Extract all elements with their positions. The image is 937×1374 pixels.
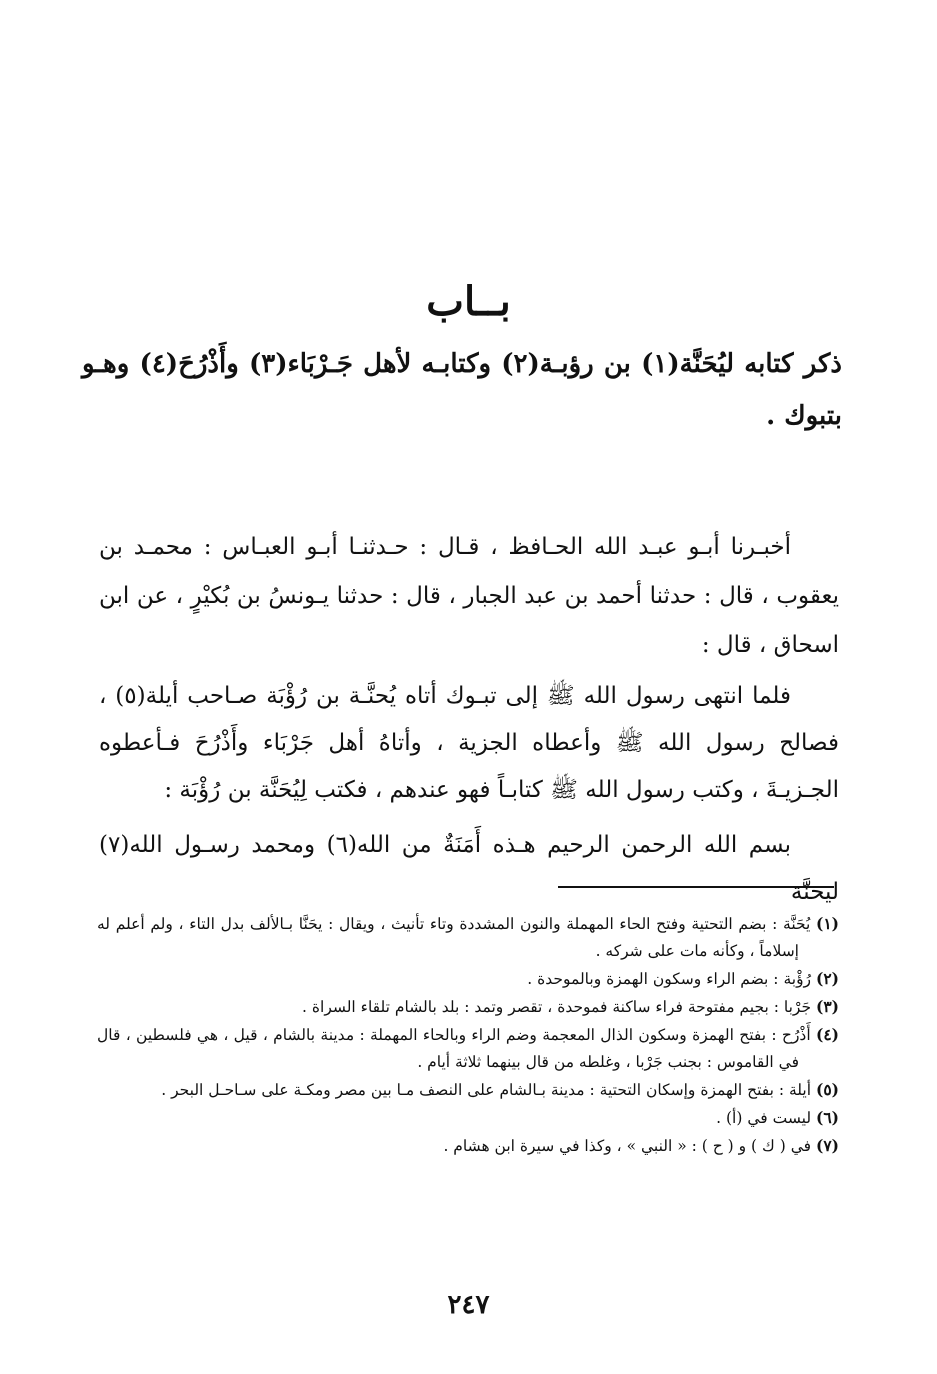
footnote-text: جَرْبا : بجيم مفتوحة فراء ساكنة فموحدة ، تقصر وتمد : بلد بالشام تلقاء السراة . xyxy=(302,998,812,1016)
footnote-text: أَذْرُح : بفتح الهمزة وسكون الذال المعجمة وضم الراء وبالحاء المهملة : مدينة بالشام ، قيل ، هي فلسطين ، قال في القاموس : بجنب جَرْبا ، وغلطه من قال بينهما ثلاثة أيام . xyxy=(97,1026,811,1071)
footnote-3 xyxy=(97,993,839,1021)
footnote-number: (١) xyxy=(815,914,839,933)
footnote-text: ليست في (أ) . xyxy=(716,1109,812,1127)
footnote-text: في ( ك ) و ( ح ) : « النبي » ، وكذا في سيرة ابن هشام . xyxy=(443,1137,812,1155)
footnote-text: رُؤْبة : بضم الراء وسكون الهمزة وبالموحدة . xyxy=(527,970,812,988)
footnote-5 xyxy=(97,1076,839,1104)
footnote-1 xyxy=(97,910,839,965)
letter-paragraph: بسم الله الرحمن الرحيم هـذه أَمَنَةٌ من الله(٦) ومحمد رسـول الله(٧) ليحنَّة xyxy=(99,832,839,905)
isnad-paragraph: أخبـرنا أبـو عبـد الله الحـافظ ، قـال : حـدثنـا أبـو العبـاس : محمـد بن يعقوب ، قال : حدثنا أحمد بن عبد الجبار ، قال : حدثنا يـونسُ بن بُكيْرٍ ، عن ابن اسحاق ، قال : xyxy=(99,534,839,658)
footnote-number: (٦) xyxy=(815,1108,839,1127)
footnote-number: (٢) xyxy=(815,969,839,988)
footnote-7 xyxy=(97,1132,839,1160)
footnote-number: (٥) xyxy=(815,1080,839,1099)
narration-paragraph: فلما انتهى رسول الله ﷺ إلى تبـوك أتاه يُحنَّـة بن رُؤْبَة صـاحب أيلة(٥) ، فصالح رسول الله ﷺ وأعطاه الجزية ، وأتاهُ أهل جَرْبَاء وأَذْرُحَ فـأعطوه الجـزيـةَ ، وكتب رسول الله ﷺ كتابـاً فهو عندهم ، فكتب لِيُحَنَّة بن رُؤْبَة : xyxy=(99,683,839,803)
footnote-6 xyxy=(97,1104,839,1132)
footnote-4 xyxy=(97,1021,839,1076)
footnote-number: (٧) xyxy=(815,1136,839,1155)
chapter-title: بــاب xyxy=(426,278,511,325)
footnote-text: يُحَنَّة : بضم التحتية وفتح الحاء المهملة والنون المشددة وتاء تأنيث ، ويقال : يحَنَّا بـالألف بدل التاء ، ولم أعلم له إسلاماً ، وكأنه مات على شركه . xyxy=(97,915,811,960)
footnote-text: أيلة : بفتح الهمزة وإسكان التحتية : مدينة بـالشام على النصف مـا بين مصر ومكـة على سـاحـل البحر . xyxy=(161,1081,812,1099)
footnote-separator xyxy=(558,886,834,888)
footnote-number: (٤) xyxy=(815,1025,839,1044)
chapter-subtitle: ذكر كتابه ليُحَنَّة(١) بن رؤبـة(٢) وكتابـه لأهل جَـرْبَاء(٣) وأَذْرُحَ(٤) وهـو بتبوك . xyxy=(82,349,842,431)
page-number: ٢٤٧ xyxy=(447,1290,490,1320)
footnote-2 xyxy=(97,965,839,993)
footnote-number: (٣) xyxy=(815,997,839,1016)
footnotes-list xyxy=(97,910,839,1160)
